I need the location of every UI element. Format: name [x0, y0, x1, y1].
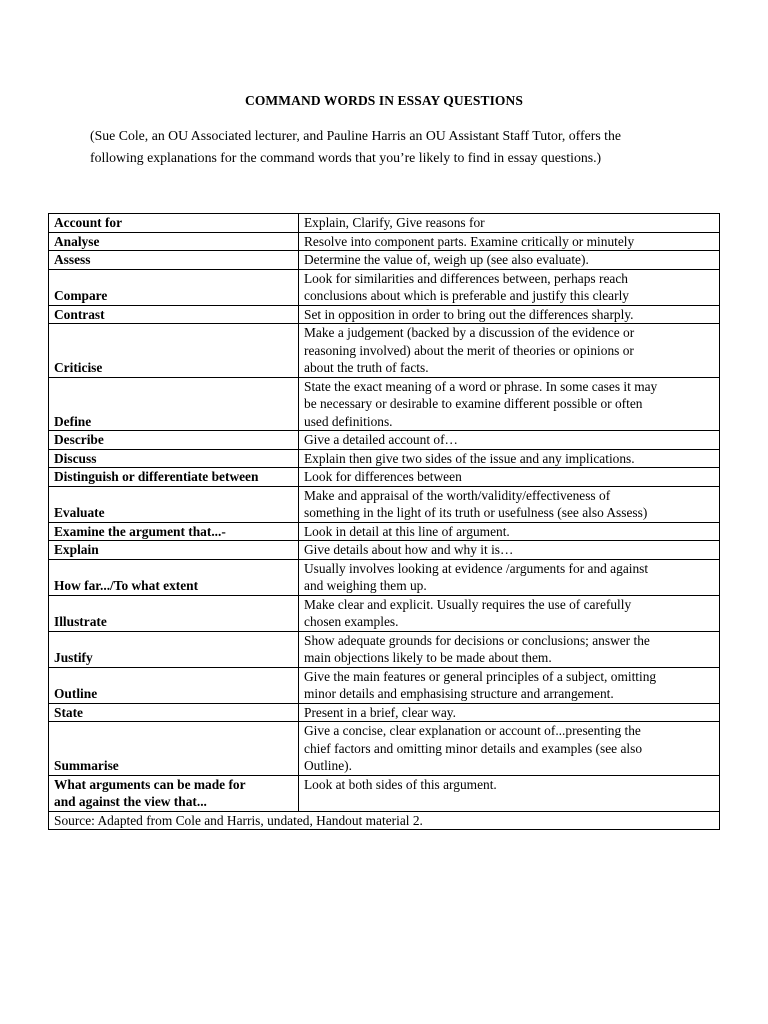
- definition-line: chief factors and omitting minor details and examples (see also: [304, 740, 643, 756]
- command-definition: [299, 251, 720, 270]
- command-definition: [299, 486, 720, 522]
- table-row: [49, 468, 720, 487]
- table-row: [49, 431, 720, 450]
- command-term: [49, 431, 299, 450]
- source-row: [49, 811, 720, 830]
- command-term-line: Assess: [54, 252, 91, 267]
- definition-line: and weighing them up.: [304, 578, 427, 593]
- command-term-line: How far.../To what extent: [54, 578, 199, 593]
- definition-line: Look in detail at this line of argument.: [304, 523, 510, 539]
- command-term-line: Evaluate: [54, 505, 105, 520]
- command-words-table: [48, 213, 720, 830]
- command-term: [49, 214, 299, 233]
- command-term-line: Explain: [54, 542, 99, 557]
- definition-line: Look for similarities and differences between, perhaps reach: [304, 270, 628, 286]
- definition-line: Show adequate grounds for decisions or conclusions; answer the: [304, 632, 650, 648]
- command-term: [49, 541, 299, 560]
- definition-line: Give details about how and why it is…: [304, 542, 514, 557]
- definition-line: Give a detailed account of…: [304, 432, 458, 447]
- command-definition: [299, 522, 720, 541]
- command-definition: [299, 269, 720, 305]
- command-definition: [299, 631, 720, 667]
- definition-line: chosen examples.: [304, 614, 399, 629]
- intro-line: following explanations for the command words that you’re likely to find in essay questions.): [90, 150, 602, 165]
- definition-line: Make a judgement (backed by a discussion of the evidence or: [304, 325, 635, 340]
- command-term-line: Illustrate: [54, 614, 107, 629]
- command-term: [49, 595, 299, 631]
- table-row: [49, 559, 720, 595]
- definition-line: minor details and emphasising structure and arrangement.: [304, 686, 614, 701]
- intro-paragraph: [90, 125, 710, 169]
- command-definition: [299, 722, 720, 776]
- command-definition: [299, 377, 720, 431]
- command-term-line: Analyse: [54, 233, 100, 249]
- definition-line: Look for differences between: [304, 469, 462, 484]
- table-row: [49, 522, 720, 541]
- table-body: [49, 214, 720, 812]
- command-term-line: Describe: [54, 432, 104, 447]
- table-row: [49, 486, 720, 522]
- command-term-line: Account for: [54, 215, 123, 230]
- command-term: [49, 559, 299, 595]
- command-term: [49, 722, 299, 776]
- command-term: [49, 775, 299, 811]
- definition-line: about the truth of facts.: [304, 360, 429, 375]
- command-term-line: State: [54, 704, 84, 720]
- definition-line: main objections likely to be made about them.: [304, 650, 552, 665]
- command-term: [49, 251, 299, 270]
- command-term-line: Define: [54, 413, 92, 429]
- command-term-line: Examine the argument that...-: [54, 523, 226, 539]
- command-definition: [299, 324, 720, 378]
- table-row: [49, 305, 720, 324]
- command-term: [49, 667, 299, 703]
- command-definition: [299, 214, 720, 233]
- definition-line: Resolve into component parts. Examine critically or minutely: [304, 233, 635, 249]
- command-term-line: Distinguish or differentiate between: [54, 469, 259, 484]
- definition-line: Make and appraisal of the worth/validity/effectiveness of: [304, 487, 611, 503]
- command-definition: [299, 305, 720, 324]
- intro-line: (Sue Cole, an OU Associated lecturer, and Pauline Harris an OU Assistant Staff Tutor, offers the: [90, 128, 622, 143]
- source-note: Source: Adapted from Cole and Harris, undated, Handout material 2.: [49, 811, 720, 830]
- command-term: [49, 631, 299, 667]
- command-definition: [299, 775, 720, 811]
- command-term-line: What arguments can be made for: [54, 776, 246, 792]
- command-term-line: Contrast: [54, 306, 105, 322]
- definition-line: Explain, Clarify, Give reasons for: [304, 215, 485, 230]
- command-term: [49, 324, 299, 378]
- command-term: [49, 377, 299, 431]
- table-row: [49, 541, 720, 560]
- command-definition: [299, 232, 720, 251]
- command-term: [49, 486, 299, 522]
- command-term: [49, 703, 299, 722]
- command-definition: [299, 703, 720, 722]
- table-row: [49, 214, 720, 233]
- command-term-line: Discuss: [54, 450, 97, 466]
- command-term-line: Compare: [54, 288, 108, 303]
- command-definition: [299, 667, 720, 703]
- definition-line: Determine the value of, weigh up (see also evaluate).: [304, 252, 589, 267]
- table-row: [49, 722, 720, 776]
- command-definition: [299, 541, 720, 560]
- page-title: COMMAND WORDS IN ESSAY QUESTIONS: [244, 93, 523, 108]
- table-row: [49, 324, 720, 378]
- definition-line: Give a concise, clear explanation or account of...presenting the: [304, 723, 641, 738]
- command-definition: [299, 468, 720, 487]
- command-term-line: and against the view that...: [54, 794, 207, 809]
- command-term: [49, 232, 299, 251]
- command-term: [49, 269, 299, 305]
- table-row: [49, 232, 720, 251]
- command-term-line: Criticise: [54, 360, 103, 375]
- definition-line: Make clear and explicit. Usually requires the use of carefully: [304, 596, 632, 612]
- table-row: [49, 595, 720, 631]
- command-term: [49, 468, 299, 487]
- command-term-line: Summarise: [54, 758, 119, 773]
- table-row: [49, 631, 720, 667]
- command-definition: [299, 449, 720, 468]
- definition-line: Outline).: [304, 758, 352, 773]
- table-row: [49, 377, 720, 431]
- definition-line: used definitions.: [304, 413, 393, 429]
- command-definition: [299, 595, 720, 631]
- definition-line: Look at both sides of this argument.: [304, 776, 497, 792]
- definition-line: Set in opposition in order to bring out the differences sharply.: [304, 306, 634, 322]
- definition-line: Give the main features or general principles of a subject, omitting: [304, 668, 657, 684]
- command-term: [49, 305, 299, 324]
- command-term-line: Outline: [54, 686, 98, 701]
- definition-line: reasoning involved) about the merit of theories or opinions or: [304, 342, 634, 358]
- command-term: [49, 522, 299, 541]
- table-row: [49, 269, 720, 305]
- definition-line: something in the light of its truth or usefulness (see also Assess): [304, 505, 648, 520]
- command-term: [49, 449, 299, 468]
- table-row: [49, 251, 720, 270]
- table-row: [49, 667, 720, 703]
- definition-line: conclusions about which is preferable and justify this clearly: [304, 288, 630, 303]
- table-row: [49, 449, 720, 468]
- definition-line: Usually involves looking at evidence /arguments for and against: [304, 560, 649, 576]
- table-row: [49, 775, 720, 811]
- definition-line: Present in a brief, clear way.: [304, 704, 456, 720]
- command-term-line: Justify: [54, 650, 93, 665]
- table-row: [49, 703, 720, 722]
- definition-line: Explain then give two sides of the issue and any implications.: [304, 450, 635, 466]
- command-definition: [299, 559, 720, 595]
- definition-line: be necessary or desirable to examine different possible or often: [304, 396, 643, 411]
- definition-line: State the exact meaning of a word or phrase. In some cases it may: [304, 378, 658, 394]
- command-definition: [299, 431, 720, 450]
